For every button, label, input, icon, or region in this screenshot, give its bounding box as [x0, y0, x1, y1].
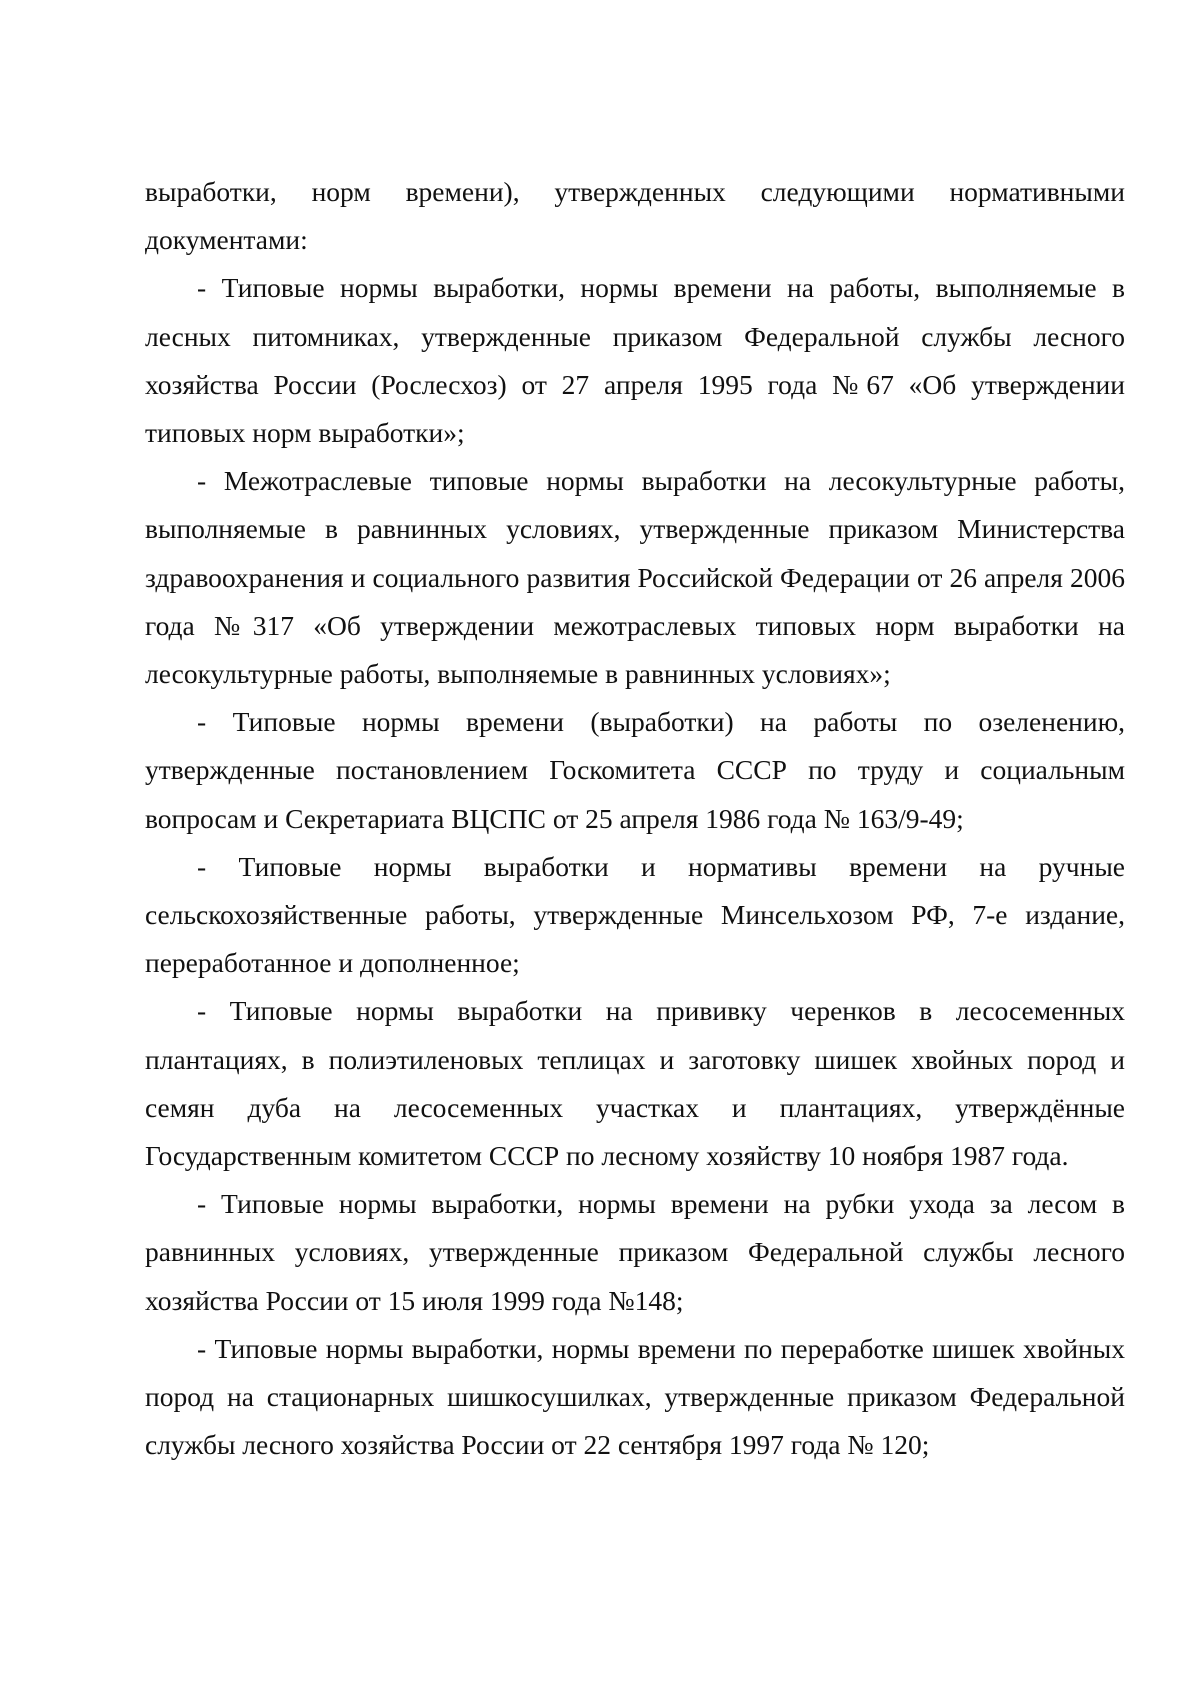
paragraph-nursery-norms: - Типовые нормы выработки, нормы времени на работы, выполняемые в лесных питомниках, утвержденные приказом Федеральной службы лесного хозяйства России (Рослесхоз) от 27 апреля 1995 года №67 «Об утверждении типовых норм выработки»;	[145, 272, 1125, 449]
paragraph-grafting-norms: - Типовые нормы выработки на прививку черенков в лесосеменных плантациях, в полиэтиленовых теплицах и заготовку шишек хвойных пород и семян дуба на лесосеменных участках и плантациях, утверждённые Государственным комитетом СССР по лесному хозяйству 10 ноября 1987 года.	[145, 995, 1125, 1172]
paragraph-cone-processing-norms: - Типовые нормы выработки, нормы времени по переработке шишек хвойных пород на стационарных шишкосушилках, утвержденные приказом Федеральной службы лесного хозяйства России от 22 сентября 1997 года № 120;	[145, 1332, 1125, 1461]
paragraph-agricultural-norms: - Типовые нормы выработки и нормативы времени на ручные сельскохозяйственные работы, утвержденные Минсельхозом РФ, 7-е издание, переработанное и дополненное;	[145, 850, 1125, 979]
paragraph-continuation: выработки, норм времени), утвержденных следующими нормативными документами:	[145, 176, 1125, 256]
paragraph-thinning-norms: - Типовые нормы выработки, нормы времени на рубки ухода за лесом в равнинных условиях, утвержденные приказом Федеральной службы лесного хозяйства России от 15 июля 1999 года №148;	[145, 1188, 1125, 1316]
paragraph-landscaping-norms: - Типовые нормы времени (выработки) на работы по озеленению, утвержденные постановлением Госкомитета СССР по труду и социальным вопросам и Секретариата ВЦСПС от 25 апреля 1986 года № 163/9-49;	[145, 706, 1125, 834]
paragraph-forest-culture-norms: - Межотраслевые типовые нормы выработки на лесокультурные работы, выполняемые в равнинных условиях, утвержденные приказом Министерства здравоохранения и социального развития Российской Федерации от 26 апреля 2006 года №317 «Об утверждении межотраслевых типовых норм выработки на лесокультурные работы, выполняемые в равнинных условиях»;	[145, 465, 1125, 690]
document-body	[145, 168, 1125, 1469]
